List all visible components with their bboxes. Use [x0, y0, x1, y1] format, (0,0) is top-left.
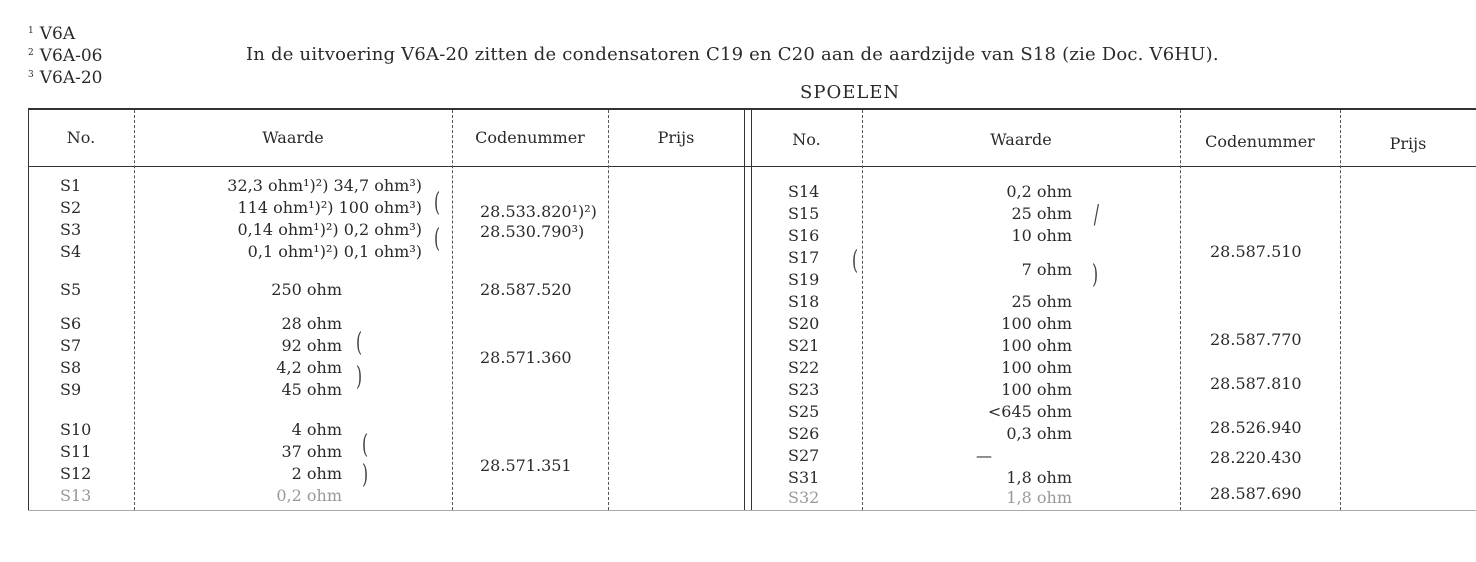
row-no: S32 [788, 488, 820, 507]
row-no: S2 [60, 198, 82, 217]
header-no: No. [792, 130, 821, 149]
row-code: 28.587.810 [1210, 374, 1302, 393]
row-value: 37 ohm [281, 442, 342, 461]
row-code: 28.587.690 [1210, 484, 1302, 503]
row-value: 100 ohm [1001, 314, 1072, 333]
header-codenummer: Codenummer [475, 128, 585, 147]
row-no: S22 [788, 358, 820, 377]
row-value: 25 ohm [1011, 204, 1072, 223]
row-value: 7 ohm [1021, 260, 1072, 279]
col-divider [1180, 110, 1181, 510]
row-value: <645 ohm [987, 402, 1072, 421]
table-bottom-rule [28, 510, 1476, 511]
row-no: S6 [60, 314, 82, 333]
row-no: S5 [60, 280, 82, 299]
row-no: S7 [60, 336, 82, 355]
brace-mark: ( [434, 188, 441, 218]
footnote-3: $^3$ V6A-20 [28, 68, 103, 88]
row-value: 0,14 ohm¹)²) 0,2 ohm³) [237, 220, 422, 239]
col-divider [608, 110, 609, 510]
note-text: In de uitvoering V6A-20 zitten de condensatoren C19 en C20 aan de aardzijde van S18 (zie Doc. V6HU). [246, 44, 1219, 65]
row-code: 28.530.790³) [480, 222, 585, 241]
row-value: — [976, 446, 992, 465]
header-prijs: Prijs [1389, 134, 1427, 153]
row-code: 28.587.520 [480, 280, 572, 299]
row-value: 114 ohm¹)²) 100 ohm³) [237, 198, 422, 217]
brace-mark: ( [362, 430, 369, 460]
row-code: 28.220.430 [1210, 448, 1302, 467]
table-left-border [28, 108, 29, 510]
row-no: S15 [788, 204, 820, 223]
row-value: 45 ohm [281, 380, 342, 399]
row-no: S16 [788, 226, 820, 245]
col-divider [862, 110, 863, 510]
header-waarde: Waarde [262, 128, 324, 147]
row-value: 4,2 ohm [276, 358, 342, 377]
row-no: S11 [60, 442, 92, 461]
row-code: 28.533.820¹)²) [480, 202, 597, 221]
row-no: S17 [788, 248, 820, 267]
row-no: S21 [788, 336, 820, 355]
row-value: 100 ohm [1001, 336, 1072, 355]
footnote-1: $^1$ V6A [28, 24, 76, 44]
brace-mark: ) [356, 362, 363, 392]
brace-mark: ( [852, 246, 859, 276]
row-value: 0,2 ohm [276, 486, 342, 505]
row-code: 28.571.360 [480, 348, 572, 367]
col-divider-middle [751, 110, 752, 510]
table-header-rule [28, 166, 1476, 167]
row-no: S12 [60, 464, 92, 483]
row-no: S3 [60, 220, 82, 239]
row-value: 100 ohm [1001, 380, 1072, 399]
footnote-2: $^2$ V6A-06 [28, 46, 103, 66]
row-value: 0,3 ohm [1006, 424, 1072, 443]
row-no: S26 [788, 424, 820, 443]
brace-mark: / [1093, 200, 1100, 230]
row-value: 0,2 ohm [1006, 182, 1072, 201]
row-no: S18 [788, 292, 820, 311]
brace-mark: ) [362, 460, 369, 490]
col-divider [452, 110, 453, 510]
header-prijs: Prijs [657, 128, 695, 147]
row-code: 28.587.510 [1210, 242, 1302, 261]
row-no: S31 [788, 468, 820, 487]
row-value: 1,8 ohm [1006, 468, 1072, 487]
row-value: 4 ohm [291, 420, 342, 439]
col-divider-middle [744, 110, 745, 510]
row-value: 10 ohm [1011, 226, 1072, 245]
table-top-rule [28, 108, 1476, 110]
row-code: 28.526.940 [1210, 418, 1302, 437]
row-value: 25 ohm [1011, 292, 1072, 311]
row-no: S14 [788, 182, 820, 201]
col-divider [1340, 110, 1341, 510]
row-no: S13 [60, 486, 92, 505]
row-value: 32,3 ohm¹)²) 34,7 ohm³) [227, 176, 422, 195]
row-no: S19 [788, 270, 820, 289]
row-value: 2 ohm [291, 464, 342, 483]
col-divider [134, 110, 135, 510]
page-title: SPOELEN [800, 82, 901, 103]
row-code: 28.571.351 [480, 456, 572, 475]
row-no: S1 [60, 176, 82, 195]
row-code: 28.587.770 [1210, 330, 1302, 349]
header-waarde: Waarde [990, 130, 1052, 149]
row-no: S25 [788, 402, 820, 421]
row-value: 1,8 ohm [1006, 488, 1072, 507]
brace-mark: ) [1092, 260, 1099, 290]
row-no: S23 [788, 380, 820, 399]
row-value: 92 ohm [281, 336, 342, 355]
brace-mark: ( [434, 224, 441, 254]
header-no: No. [66, 128, 96, 147]
header-codenummer: Codenummer [1205, 132, 1315, 151]
row-no: S4 [60, 242, 82, 261]
row-value: 28 ohm [281, 314, 342, 333]
brace-mark: ( [356, 328, 363, 358]
row-no: S9 [60, 380, 82, 399]
row-no: S10 [60, 420, 92, 439]
row-no: S27 [788, 446, 820, 465]
row-value: 0,1 ohm¹)²) 0,1 ohm³) [247, 242, 422, 261]
row-no: S20 [788, 314, 820, 333]
row-value: 100 ohm [1001, 358, 1072, 377]
row-value: 250 ohm [271, 280, 342, 299]
row-no: S8 [60, 358, 82, 377]
